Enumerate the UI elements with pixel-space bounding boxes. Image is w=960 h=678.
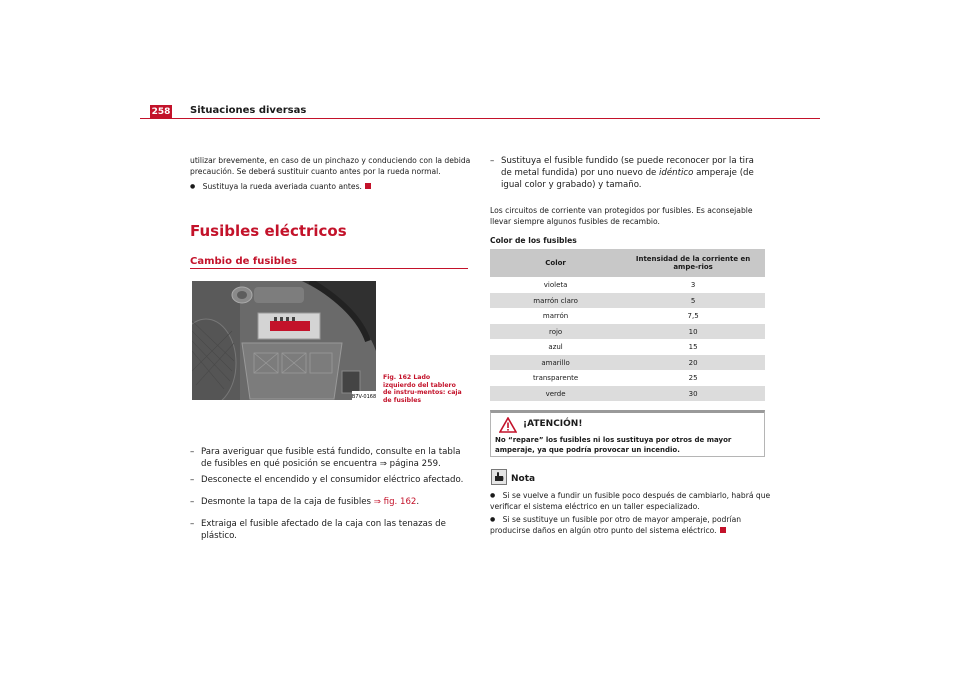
note-title: Nota <box>511 474 536 484</box>
warning-title: ¡ATENCIÓN! <box>523 419 583 429</box>
step-1: – Para averiguar que fusible está fundido, consulte en la tabla de fusibles en qué posición se encuentra ⇒ página 259. <box>190 447 461 469</box>
bullet-item <box>190 181 475 192</box>
warning-icon <box>499 417 517 433</box>
subsection-title: Cambio de fusibles <box>190 256 298 267</box>
table-row: verde 30 <box>490 386 765 401</box>
table-row: rojo 10 <box>490 324 765 339</box>
end-mark-icon <box>365 183 371 189</box>
fuse-color-table <box>490 249 765 401</box>
table-row: violeta 3 <box>543 281 696 289</box>
end-mark-icon <box>720 527 726 533</box>
note-item: ● Si se vuelve a fundir un fusible poco después de cambiarlo, habrá que verificar el sistema eléctrico en un taller especializado. <box>490 490 772 512</box>
note-icon <box>491 469 507 485</box>
note-item: ● Si se sustituye un fusible por otro de mayor amperaje, podrían producirse daños en algún otro punto del sistema eléctrico. <box>490 514 772 536</box>
table-row: marrón claro 5 <box>490 293 765 308</box>
table-title: Color de los fusibles <box>490 236 577 245</box>
fuse-paragraph: Los circuitos de corriente van protegidos por fusibles. Es aconsejable llevar siempre algunos fusibles de recambio. <box>490 206 753 226</box>
table-row: azul 15 <box>548 343 698 351</box>
warning-text: No “repare” los fusibles ni los sustituya por otros de mayor amperaje, ya que podría provocar un incendio. <box>495 436 732 454</box>
section-title: Fusibles eléctricos <box>190 222 347 240</box>
step-3: – Desmonte la tapa de la caja de fusibles ⇒ fig. 162. <box>190 497 420 507</box>
column-header: Color <box>545 259 566 267</box>
figure-ref-link[interactable]: ⇒ fig. 162 <box>373 497 417 507</box>
bullet-text: Sustituya la rueda averiada cuanto antes. <box>202 182 362 191</box>
page-ref-link[interactable]: ⇒ página 259. <box>379 459 441 469</box>
intro-paragraph: utilizar brevemente, en caso de un pinchazo y conduciendo con la debida precaución. Se deberá sustituir cuanto antes por la rueda normal. <box>190 156 471 176</box>
step-4: – Extraiga el fusible afectado de la caja con las tenazas de plástico. <box>190 519 446 541</box>
fuse-box-figure <box>192 281 376 400</box>
running-header: Situaciones diversas <box>190 105 307 116</box>
table-row: transparente 25 <box>532 374 698 382</box>
table-row: amarillo 20 <box>490 355 765 370</box>
subsection-rule <box>190 268 468 269</box>
figure-caption: Fig. 162 Lado izquierdo del tablero de instru-mentos: caja de fusibles <box>383 374 462 404</box>
fuse-box-illustration <box>192 281 376 400</box>
table-row: marrón 7,5 <box>542 312 699 320</box>
page-number: 258 <box>151 107 171 117</box>
header-rule <box>140 118 820 119</box>
step-2: – Desconecte el encendido y el consumidor eléctrico afectado. <box>190 475 464 485</box>
figure-code: B7V-0168 <box>351 394 376 400</box>
warning-box <box>490 410 765 457</box>
column-header: Intensidad de la corriente en ampe-rios <box>635 255 751 271</box>
table-header-row <box>490 249 765 277</box>
step-5: – Sustituya el fusible fundido (se puede reconocer por la tira de metal fundida) por uno nuevo de idéntico amperaje (de igual color y grabado) y tamaño. <box>490 156 754 190</box>
